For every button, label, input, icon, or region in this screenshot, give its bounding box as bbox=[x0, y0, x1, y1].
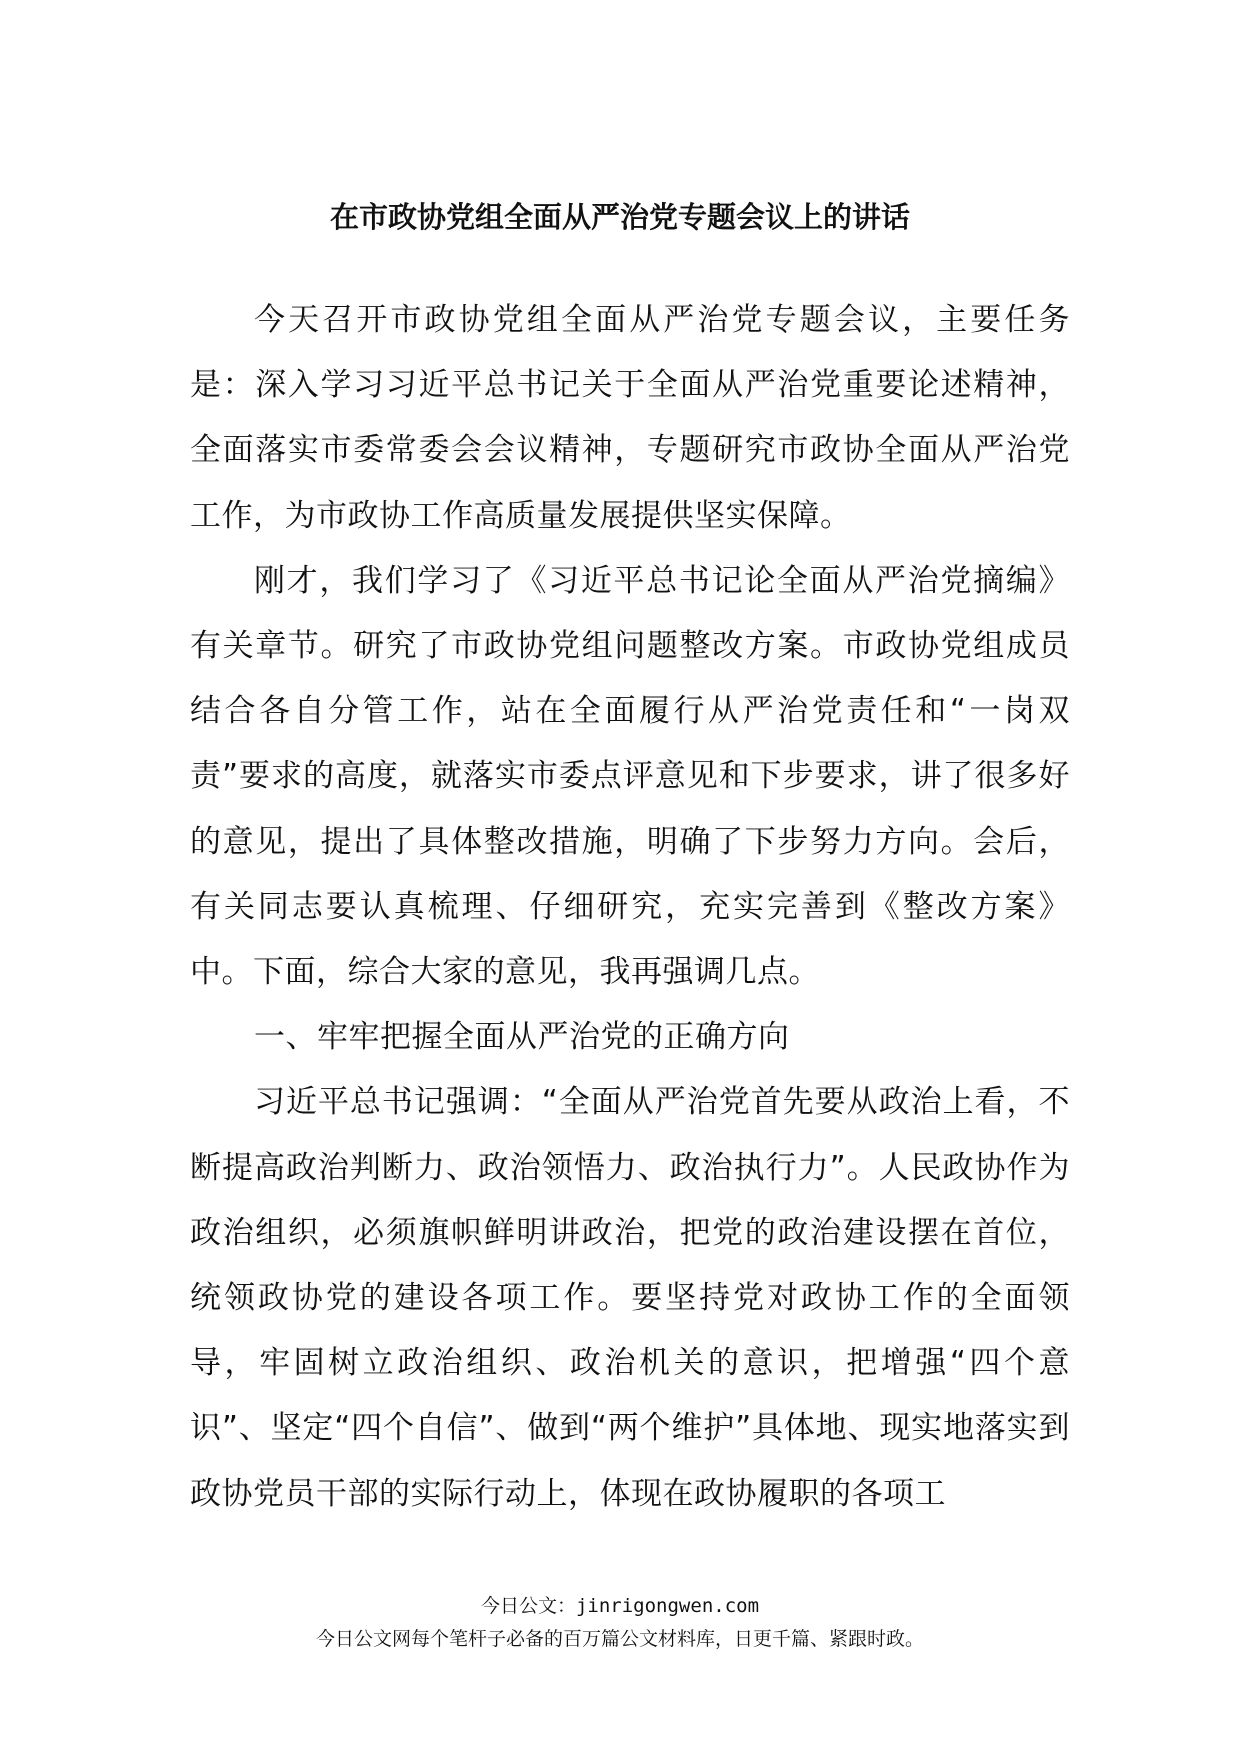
body-paragraph: 习近平总书记强调：“全面从严治党首先要从政治上看，不断提高政治判断力、政治领悟力、政治执行力”。人民政协作为政治组织，必须旗帜鲜明讲政治，把党的政治建设摆在首位，统领政协党的建设各项工作。要坚持党对政协工作的全面领导，牢固树立政治组织、政治机关的意识，把增强“四个意识”、坚定“四个自信”、做到“两个维护”具体地、现实地落实到政协党员干部的实际行动上，体现在政协履职的各项工 bbox=[190, 1084, 1070, 1512]
footer-site-url[interactable]: jinrigongwen.com bbox=[575, 1595, 760, 1617]
document-body bbox=[190, 288, 1070, 1527]
section-heading: 一、牢牢把握全面从严治党的正确方向 bbox=[254, 1019, 790, 1056]
document-title: 在市政协党组全面从严治党专题会议上的讲话 bbox=[329, 200, 910, 234]
body-paragraph: 今天召开市政协党组全面从严治党专题会议，主要任务是：深入学习习近平总书记关于全面从严治党重要论述精神，全面落实市委常委会会议精神，专题研究市政协全面从严治党工作，为市政协工作高质量发展提供坚实保障。 bbox=[190, 302, 1070, 534]
footer-site-line bbox=[0, 1593, 1240, 1619]
footer-slogan: 今日公文网每个笔杆子必备的百万篇公文材料库，日更千篇、紧跟时政。 bbox=[315, 1628, 924, 1650]
body-paragraph: 刚才，我们学习了《习近平总书记论全面从严治党摘编》有关章节。研究了市政协党组问题整改方案。市政协党组成员结合各自分管工作，站在全面履行从严治党责任和“一岗双责”要求的高度，就落实市委点评意见和下步要求，讲了很多好的意见，提出了具体整改措施，明确了下步努力方向。会后，有关同志要认真梳理、仔细研究，充实完善到《整改方案》中。下面，综合大家的意见，我再强调几点。 bbox=[190, 562, 1070, 991]
footer-site-label: 今日公文： bbox=[480, 1595, 576, 1617]
